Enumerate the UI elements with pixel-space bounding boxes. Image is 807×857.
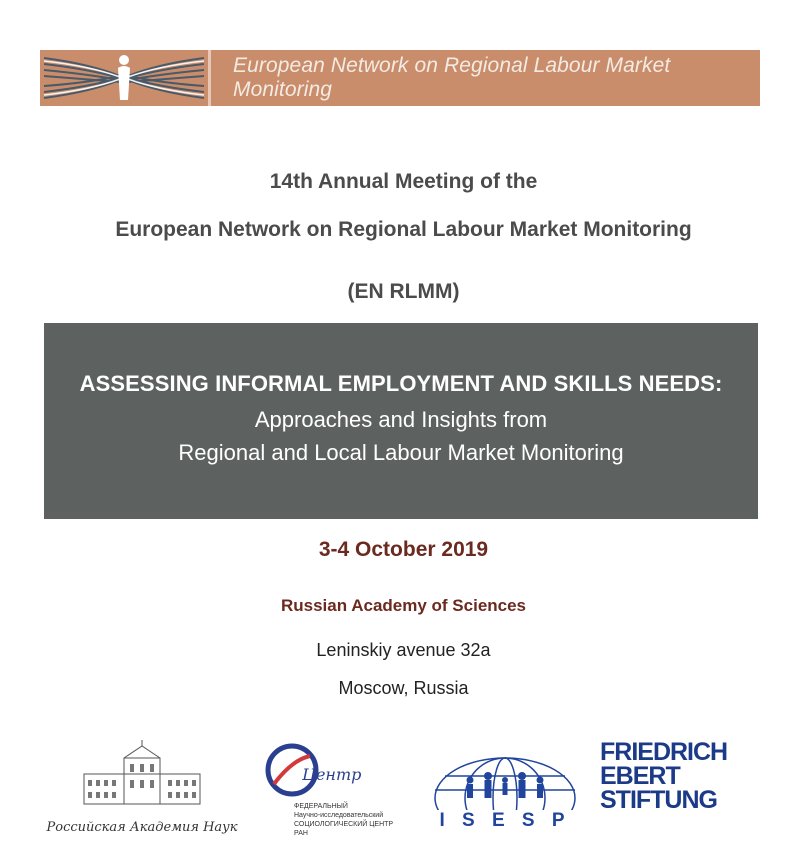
center-desc-line-1: ФЕДЕРАЛЬНЫЙ	[294, 803, 348, 810]
meeting-line-1: 14th Annual Meeting of the	[269, 170, 538, 193]
fes-line-3: STIFTUNG	[600, 786, 717, 814]
network-banner	[40, 50, 760, 106]
event-date: 3-4 October 2019	[318, 538, 489, 561]
banner-title: European Network on Regional Labour Market Monitoring	[208, 50, 760, 106]
center-desc-line-3: СОЦИОЛОГИЧЕСКИЙ ЦЕНТР РАН	[294, 821, 394, 837]
ras-logo	[22, 740, 262, 835]
center-desc-line-2: Научно-исследовательский	[294, 812, 384, 819]
isesp-name: I S E S P	[439, 810, 571, 831]
theme-title: ASSESSING INFORMAL EMPLOYMENT AND SKILLS NEEDS:	[79, 371, 723, 396]
event-venue: Russian Academy of Sciences	[280, 596, 527, 615]
fes-logo	[600, 740, 740, 820]
globe-people-icon	[430, 750, 580, 810]
meeting-abbrev: (EN RLMM)	[347, 280, 460, 303]
meeting-line-2: European Network on Regional Labour Market Monitoring	[115, 218, 692, 241]
theme-subtitle-line-1: Approaches and Insights from	[254, 407, 548, 432]
fes-line-2: EBERT	[600, 762, 680, 790]
ras-name: Российская Академия Наук	[46, 820, 238, 835]
address-line-2: Moscow, Russia	[338, 678, 469, 698]
center-emblem-icon	[262, 740, 402, 802]
center-name: Центр	[302, 765, 362, 784]
sociological-center-logo	[262, 740, 402, 840]
academy-building-icon	[22, 740, 262, 810]
fes-line-1: FRIEDRICH	[600, 738, 728, 766]
network-logo-icon	[40, 50, 208, 106]
isesp-logo	[430, 750, 580, 836]
center-description	[294, 802, 404, 838]
theme-box	[44, 323, 758, 519]
theme-subtitle-line-2: Regional and Local Labour Market Monitoring	[178, 440, 624, 465]
theme-subtitle	[44, 403, 758, 469]
address-line-1: Leninskiy avenue 32a	[316, 640, 491, 660]
